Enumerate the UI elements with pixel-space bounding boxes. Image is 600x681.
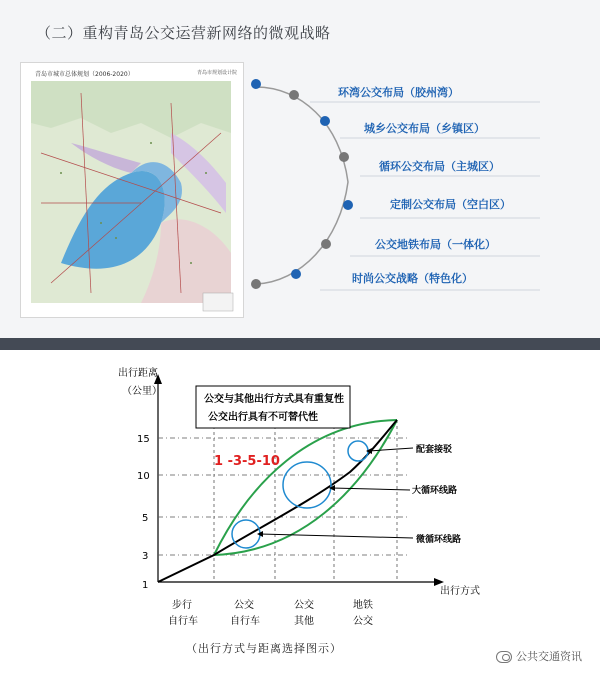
trend-line: [158, 420, 397, 582]
wechat-icon: [496, 651, 512, 663]
x-cat-2-line2: 自行车: [230, 616, 260, 627]
strategy-item-1: 环湾公交布局（胶州湾）: [338, 86, 459, 99]
x-cat-1-line1: 步行: [172, 600, 192, 611]
x-axis-arrow: [434, 578, 444, 586]
arc-dot-7: [251, 279, 261, 289]
arc-dot-3: [339, 152, 349, 162]
strategy-item-2: 城乡公交布局（乡镇区）: [364, 122, 485, 135]
x-cat-4-line1: 地铁: [353, 600, 373, 611]
distance-highlight: 1 -3-5-10: [214, 454, 280, 469]
feeder-circle: [348, 441, 368, 461]
y-axis-title: 出行距离: [118, 368, 158, 379]
annotation-feeder: 配套接驳: [416, 445, 453, 455]
map-title: 青岛市城市总体规划（2006-2020）: [35, 71, 134, 78]
x-cat-1-line2: 自行车: [168, 616, 198, 627]
arc-dot-2: [320, 116, 330, 126]
diagram-caption: （出行方式与距离选择图示）: [186, 642, 342, 655]
strategy-item-3: 循环公交布局（主城区）: [379, 160, 500, 173]
y-tick-1: 1: [142, 580, 149, 591]
watermark: [496, 648, 582, 664]
y-tick-5: 5: [142, 513, 149, 524]
page-title: （二）重构青岛公交运营新网络的微观战略: [36, 24, 331, 42]
x-axis-title: 出行方式: [440, 586, 480, 597]
annotation-major-loop: 大循环线路: [412, 486, 458, 496]
y-tick-15: 15: [137, 434, 150, 445]
arc-dot-0: [251, 79, 261, 89]
strategy-item-4: 定制公交布局（空白区）: [390, 198, 511, 211]
map-legend: 青岛市规划设计院: [196, 70, 237, 76]
travel-distance-diagram: [110, 362, 490, 634]
note-box-line2: 公交出行具有不可替代性: [208, 412, 318, 423]
section-divider: [0, 338, 600, 350]
watermark-text: 公共交通资讯: [516, 650, 582, 663]
arc-dot-5: [321, 239, 331, 249]
map-image: [21, 63, 243, 317]
annotation-micro-loop: 微循环线路: [416, 535, 462, 545]
y-tick-10: 10: [137, 471, 150, 482]
x-cat-3-line2: 其他: [294, 616, 314, 627]
x-cat-4-line2: 公交: [353, 616, 373, 627]
city-plan-map: [20, 62, 244, 318]
x-cat-2-line1: 公交: [234, 600, 254, 611]
y-tick-3: 3: [142, 551, 149, 562]
arc-dot-1: [289, 90, 299, 100]
arc-dot-6: [291, 269, 301, 279]
strategy-item-5: 公交地铁布局（一体化）: [375, 238, 496, 251]
note-box-line1: 公交与其他出行方式具有重复性: [204, 394, 344, 405]
y-axis-unit: （公里）: [122, 386, 162, 397]
arc-dot-4: [343, 200, 353, 210]
x-cat-3-line1: 公交: [294, 600, 314, 611]
top-panel: [0, 0, 600, 338]
strategy-item-6: 时尚公交战略（特色化）: [352, 272, 473, 285]
micro-loop-circle: [232, 520, 260, 548]
